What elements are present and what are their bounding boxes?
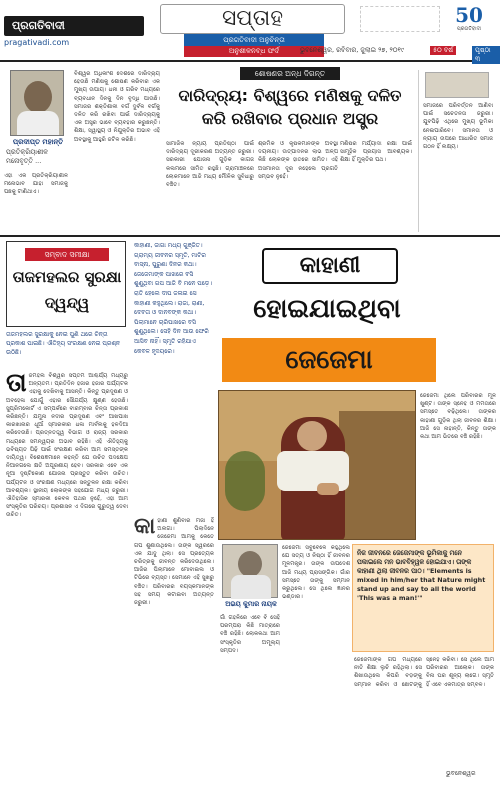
sidebar-image [425,72,489,98]
brand-url[interactable]: pragativadi.com [4,38,70,47]
feature-body-3: ଜେଜେମା ସବୁବେଳେ କହୁଥିଲେ ଯେ ସତ୍ୟ ଓ ନିଷ୍ଠା ହିଁ ଜୀବନର ମୂଳମନ୍ତ୍ର। ତାଙ୍କ ଉପଦେଶ ଆଜି ମଧ୍ୟ ପ୍ରାସଙ୍ଗିକ। ଗାଁର ସମସ୍ତେ ତାଙ୍କୁ ସମ୍ମାନ କରୁଥିଲେ। ସେ ଥିଲେ ଜ୍ଞାନର ଭଣ୍ଡାର। [282,545,350,601]
dropcap: ତା [6,372,27,398]
article-column-d: ଶ୍ରମିକ ଓ କୃଷକମାନଙ୍କ ଅବସ୍ଥା ଦୟନୀୟ। ଉତ୍ପାଦନର ଲାଭ ଅଳ୍ପ କିଛି ଲୋକଙ୍କ ହାତରେ ସୀମିତ। ଏହି ଅସମାନତା ଦୂର ନହେଲେ ପ୍ରଗତି ସମ୍ଭବ ନୁହେଁ। [258,141,338,180]
sidebar-text: ସମାଜରେ ପରିବର୍ତ୍ତନ ଆଣିବା ପାଇଁ ସଚେତନତା ଜରୁରୀ। ଯୁବପିଢ଼ି ଏଥିରେ ମୁଖ୍ୟ ଭୂମିକା ନେଇପାରିବେ। ସମାନତା ଓ ନ୍ୟାୟ ଉପରେ ଆଧାରିତ ସମାଜ ଗଠନ ହିଁ ଲକ୍ଷ୍ୟ। [423,103,493,151]
page-badge: ପୃଷ୍ଠା ୩ [472,46,500,64]
pull-quote: ନିଜ ଜୀବନରେ ଜେଜେମାଙ୍କ ଭୂମିକାକୁ ମନେ ପକାଇଲେ ମନ ଭାବବିହ୍ୱଳ ହୋଇଯାଏ। ତାଙ୍କ କାହାଣୀ ଥିଲା ଜୀବନର ପାଠ। "Elements is mixed in him/her that Nature might stand up and say to all the world 'This was a man!'" [352,544,494,652]
feature-right-column: ଜେଜେମା ଥିଲେ ପରିବାରର ମୂଳ ଖୁଣ୍ଟ। ତାଙ୍କ ସ୍ନେହ ଓ ମମତାରେ ସମସ୍ତେ ବଢ଼ିଥିଲେ। ତାଙ୍କର କାହାଣୀ ଗୁଡ଼ିକ ଥିଲା ଜୀବନର ଶିକ୍ଷା। ଆଜି ସେ ନାହାନ୍ତି, କିନ୍ତୁ ତାଙ୍କ କଥା ଆମ ଭିତରେ ବଞ୍ଚି ରହିଛି। [420,393,496,441]
section-divider [0,235,500,237]
column-subhead: ପ୍ରତିକ୍ରିୟାଶୀଳ ମନୋବୃତ୍ତି ... [6,148,48,165]
section-logo-subband: ଅନୁଶୀଳନବ୍ଧ ଫର୍ଦ [184,46,324,57]
news-review-tag: ସମ୍ବାଦ ସମୀକ୍ଷା [25,248,109,261]
article-kicker: ଶୋଷଣର ଅନ୍ଧ ଦିଗନ୍ତ [240,67,340,80]
date-text: ଭୁବନେଶ୍ୱର, ରବିବାର, ଜୁଲାଇ ୨୭, ୨୦୧୯ [300,46,405,54]
columnist-photo [10,70,64,136]
feature-signoff: ଭୁବନେଶ୍ୱର [446,770,476,777]
feature-body [134,517,214,784]
feature-dropcap: କା [134,517,156,539]
article-column-e: ମଣିଷର ମର୍ଯ୍ୟାଦା ରକ୍ଷା ପାଇଁ ସାମୂହିକ ପ୍ରୟାସ ଆବଶ୍ୟକ। ଶିକ୍ଷା ହିଁ ମୁକ୍ତିର ପଥ। [340,141,412,164]
news-review-intro: ତାଜମହଲର ସୁରକ୍ଷାକୁ ନେଇ ପୁଣି ଥରେ ଚିନ୍ତା ପ୍ରକାଶ ପାଇଛି। ଐତିହ୍ୟ ସଂରକ୍ଷଣ ନେଇ ପ୍ରଶ୍ନ ଉଠିଛି। [6,331,121,356]
columnist-name: ପ୍ରଦୀପ୍ତ ମହାନ୍ତି [12,138,64,146]
feature-painting [218,390,416,540]
feature-body-2: ଗାଁ ଗହଳିରେ ଏବେ ବି ସେହି ପରମ୍ପରା କିଛି ମାତ୍ରାରେ ବଞ୍ଚି ରହିଛି। ଲୋକକଥା ଆମ ସଂସ୍କୃତିର ଅମୂଲ୍ୟ ସମ୍ପଦ। [220,615,280,654]
author-photo [222,544,278,598]
news-review-headline: ତାଜମହଲର ସୁରକ୍ଷା ଦ୍ୱନ୍ଦ୍ୱ [12,268,122,312]
news-review-body [6,372,128,784]
brand-name: ପ୍ରଗତିବାଦୀ [4,16,144,36]
right-sidebar [418,70,494,232]
lamp-illustration [360,6,440,32]
anniversary-text: ପ୍ରଗତିବାଦୀ [456,26,481,32]
article-column-b: ବିଶ୍ୱର ଅଧିକାଂଶ ଦେଶରେ ଦାରିଦ୍ର୍ୟ ହେଉଛି ମଣିଷକୁ ଶୋଷଣ କରିବାର ଏକ ମୁଖ୍ୟ ଉପାୟ। ଧନୀ ଓ ଗରିବ ମଧ୍ୟରେ ବ୍ୟବଧାନ ଦିନକୁ ଦିନ ବୃଦ୍ଧି ପାଉଛି। ସମାଜର ଶକ୍ତିଶାଳୀ ବର୍ଗ ଦୁର୍ବଳ ବର୍ଗକୁ ଦଳିତ କରି ରଖିବା ପାଇଁ ଦାରିଦ୍ର୍ୟକୁ ଏକ ଅସ୍ତ୍ର ଭାବେ ବ୍ୟବହାର କରୁଛନ୍ତି। ଶିକ୍ଷା, ସ୍ୱାସ୍ଥ୍ୟ ଓ ନିଯୁକ୍ତିର ଅଭାବ ଏହି ଅବସ୍ଥାକୁ ଆହୁରି ଜଟିଳ କରିଛି। [74,71,160,143]
feature-title-line-3: ଜେଜେମା [222,338,436,382]
dateline [300,46,500,63]
section-logo-title: ସପ୍ତାହ [160,4,345,34]
feature-poem: କାହାଣୀ, ଜାଗା ମଧ୍ୟ ଗୁଞ୍ଜିତ। ଗ୍ରାମ୍ୟ ଜୀବନର ସ୍ମୃତି, ମାଟିର ବାସ୍ନା, ପୁରୁଣା ଦିନର କଥା। ଜେଜେମାଙ୍କ ପାଖରେ ବସି ଶୁଣୁଥିବା ଗପ ଆଜି ବି ମନେ ପଡ଼େ। ରାତି ହେଲେ ଦୀପ ଜଳାଇ ସେ କାହାଣୀ କହୁଥିଲେ। ରାଜା, ରାଣୀ, ଦେବତା ଓ ଦାନବଙ୍କ କଥା। ପିଲାମାନେ ଚାରିପାଖରେ ବସି ଶୁଣୁଥିଲେ। ସେହି ଦିନ ଆଉ ଫେରି ଆସିବ ନାହିଁ। ସ୍ମୃତି ରହିଯାଏ କେବଳ ହୃଦୟରେ। [134,242,212,355]
anniversary-badge [445,4,493,36]
year-badge: ୫୦ ବର୍ଷ [430,46,456,55]
article-headline: ଦାରିଦ୍ର୍ୟ: ବିଶ୍ୱରେ ମଣିଷକୁ ଦଳିତ କରି ରଖିବାର ପ୍ରଧାନ ଅସ୍ତ୍ର [178,86,402,128]
news-review-text: ଜମହଲ ବିଶ୍ୱର ସପ୍ତମ ଆଶ୍ଚର୍ଯ୍ୟ ମଧ୍ୟରୁ ଅନ୍ୟତମ। ପ୍ରତିଦିନ ହଜାର ହଜାର ପର୍ଯ୍ୟଟକ ଏହାକୁ ଦେଖିବାକୁ ଆସନ୍ତି। କିନ୍ତୁ ପ୍ରଦୂଷଣ ଓ ଅବହେଳା ଯୋଗୁଁ ଏହାର ସୌନ୍ଦର୍ଯ୍ୟ କ୍ଷୁଣ୍ଣ ହେଉଛି। ସୁପ୍ରିମକୋର୍ଟ ଏ ସମ୍ପର୍କରେ ବାରମ୍ବାର ଚିନ୍ତା ପ୍ରକାଶ କରିଛନ୍ତି। ଯମୁନା ନଦୀର ପ୍ରଦୂଷଣ ଏବଂ ଆଖପାଖ କାରଖାନାର ଧୂଆଁ ସ୍ମାରକୀର ଧଳା ମାର୍ବଲକୁ ହଳଦିଆ କରିଦେଉଛି। ପ୍ରତ୍ନତତ୍ତ୍ୱ ବିଭାଗ ଓ ରାଜ୍ୟ ସରକାର ମଧ୍ୟରେ ସମନ୍ୱୟର ଅଭାବ ରହିଛି। ଏହି ଐତିହ୍ୟକୁ ଭବିଷ୍ୟତ ପିଢ଼ି ପାଇଁ ସଂରକ୍ଷଣ କରିବା ଆମ ସମସ୍ତଙ୍କ ଦାୟିତ୍ୱ। ବିଶେଷଜ୍ଞମାନେ କହନ୍ତି ଯେ ଉଚିତ ପଦକ୍ଷେପ ନିଆନଗଲେ କ୍ଷତି ଅପୂରଣୀୟ ହେବ। ସରକାର ଏବେ ଏକ ନୂଆ ଦୃଷ୍ଟିକୋଣ ଯୋଜନା ପ୍ରସ୍ତୁତ କରିବା ଉଚିତ। ପର୍ଯ୍ୟଟନ ଓ ସଂରକ୍ଷଣ ମଧ୍ୟରେ ସନ୍ତୁଳନ ରକ୍ଷା କରିବା ଆବଶ୍ୟକ। ସ୍ଥାନୀୟ ଲୋକଙ୍କ ସହଯୋଗ ମଧ୍ୟ ଜରୁରୀ। ଐତିହାସିକ ସ୍ମାରକୀ କେବଳ ପଥର ନୁହେଁ, ଏହା ଆମ ସଂସ୍କୃତିର ପରିଚୟ। ପ୍ରଶାସନ ଏ ଦିଗରେ ଗୁରୁତ୍ୱ ଦେବା ଉଚିତ। [6,373,128,519]
feature-closing: ଜେଜେମାଙ୍କ ଗପ ମଧ୍ୟରେ ନୀତି ଶିକ୍ଷା ଲୁଚି ରହିଥିଲା। ସେ ଶିଖାଉଥିଲେ କିପରି ବଡ଼ଙ୍କୁ ସମ୍ମାନ କରିବା ଓ ଛୋଟଙ୍କୁ ସ୍ନେହ କରିବା। ସେ ଥିଲେ ଆମ ପରିବାରର ଆଲୋକ। ତାଙ୍କ ବିନା ଘର ଶୂନ୍ୟ ଲାଗେ। ସ୍ମୃତି ହିଁ ଏବେ ଏକମାତ୍ର ସମ୍ବଳ। [354,657,494,688]
anniversary-number: 50 [455,3,483,27]
feature-title-line-2: ହୋଇଯାଇଥିବା [253,294,401,324]
article-column-a: ଏହା ଏକ ପ୍ରତିକ୍ରିୟାଶୀଳ ମନୋଭାବ ଯାହା ସମାଜକୁ ପଛକୁ ଟାଣିଥାଏ। [4,173,68,196]
news-review-box [6,241,126,327]
masthead [0,0,500,62]
author-name: ଅଭୟ କୁମାର ନାୟକ [225,600,277,608]
section-logo-band: ପ୍ରଗତିବାଦୀ ଅନୁଚିନ୍ତା [184,34,324,46]
feature-body-text: ହାଣୀ ଶୁଣିବାର ମଜା ହିଁ ଅଲଗା। ପିଲାଦିନେ ଜେଜେମା ଆମକୁ କେତେ ଗପ ଶୁଣାଉଥିଲେ। ତାଙ୍କ ସ୍ୱରରେ ଏକ ଯାଦୁ ଥିଲା। ସେ ପ୍ରତ୍ୟେକ ଚରିତ୍ରକୁ ଜୀବନ୍ତ କରିଦେଉଥିଲେ। ଆଜିର ପିଲାମାନେ ମୋବାଇଲ ଓ ଟିଭିରେ ବ୍ୟସ୍ତ। ସେମାନେ ଏହି ସୁଖରୁ ବଞ୍ଚିତ। ପରିବାରର ବୟସ୍କମାନଙ୍କ ସହ ସମୟ କଟାଇବା ଅତ୍ୟନ୍ତ ଜରୁରୀ। [134,518,214,607]
article-column-c: ସାମାଜିକ ନ୍ୟାୟ ପ୍ରତିଷ୍ଠା ପାଇଁ ଦାରିଦ୍ର୍ୟ ଦୂରୀକରଣ ଅତ୍ୟନ୍ତ ଜରୁରୀ। ସରକାରୀ ଯୋଜନା ଗୁଡ଼ିକ କାଗଜ କଲମରେ ସୀମିତ ରହୁଛି। ଗ୍ରାମାଞ୍ଚଳରେ ଲୋକମାନେ ଆଜି ମଧ୍ୟ ମୌଳିକ ସୁବିଧାରୁ ବଞ୍ଚିତ। [166,141,254,189]
feature-title-line-1: କାହାଣୀ [262,248,398,284]
